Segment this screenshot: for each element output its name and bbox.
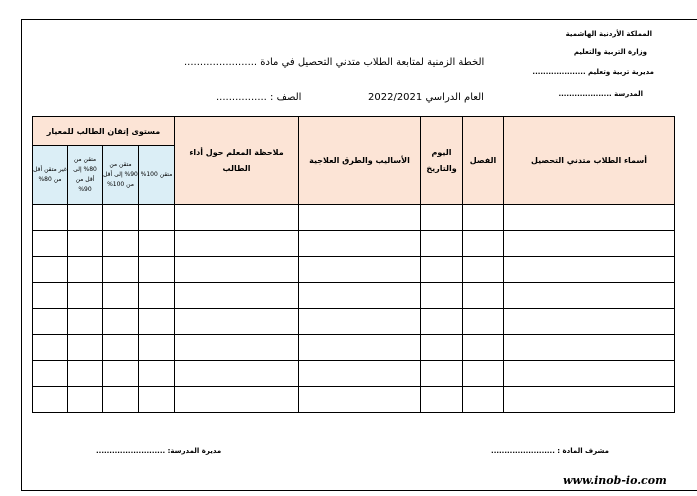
table-cell (421, 231, 463, 257)
table-cell (175, 361, 299, 387)
table-cell (504, 283, 675, 309)
directorate-label: مديرية تربية وتعليم .................... (532, 68, 654, 76)
table-cell (421, 257, 463, 283)
table-cell (68, 387, 103, 413)
table-cell (175, 231, 299, 257)
table-cell (504, 335, 675, 361)
academic-year: العام الدراسي 2022/2021 (368, 92, 484, 103)
table-cell (299, 361, 421, 387)
table-cell (68, 361, 103, 387)
table-cell (421, 361, 463, 387)
table-cell (299, 387, 421, 413)
table-cell (103, 205, 139, 231)
table-cell (103, 283, 139, 309)
supervisor-signature: مشرف المادة : ........................ (491, 447, 609, 455)
table-cell (103, 335, 139, 361)
table-cell (175, 283, 299, 309)
table-cell (463, 387, 504, 413)
table-row (33, 309, 675, 335)
table-cell (421, 309, 463, 335)
table-cell (139, 231, 175, 257)
table-cell (175, 387, 299, 413)
teacher-note-header: ملاحظة المعلم حول أداء الطالب (175, 117, 299, 205)
table-cell (33, 257, 68, 283)
methods-header: الأساليب والطرق العلاجية (299, 117, 421, 205)
students-table (32, 116, 675, 413)
table-cell (139, 283, 175, 309)
table-cell (463, 283, 504, 309)
table-cell (33, 335, 68, 361)
names-header: أسماء الطلاب متدني التحصيل (504, 117, 675, 205)
table-cell (299, 205, 421, 231)
grade-label: الصف : ................ (216, 92, 302, 103)
table-cell (463, 309, 504, 335)
table-cell (103, 257, 139, 283)
table-cell (103, 231, 139, 257)
table-cell (33, 205, 68, 231)
table-row (33, 257, 675, 283)
table-cell (504, 361, 675, 387)
table-cell (175, 257, 299, 283)
table-cell (299, 257, 421, 283)
table-row (33, 335, 675, 361)
table-cell (504, 205, 675, 231)
mastery-header: مستوى إتقان الطالب للمعيار (33, 117, 175, 146)
table-cell (299, 231, 421, 257)
table-row (33, 231, 675, 257)
table-cell (103, 361, 139, 387)
table-cell (463, 335, 504, 361)
table-cell (103, 309, 139, 335)
table-cell (504, 309, 675, 335)
kingdom-label: المملكة الأردنية الهاشمية (565, 30, 652, 38)
table-cell (504, 231, 675, 257)
table-row (33, 205, 675, 231)
table-cell (299, 309, 421, 335)
table-cell (421, 283, 463, 309)
table-cell (139, 205, 175, 231)
table-cell (68, 205, 103, 231)
table-row (33, 283, 675, 309)
level-80-90: متقن من 80% إلى أقل من 90% (68, 146, 103, 205)
table-cell (139, 335, 175, 361)
table-cell (175, 309, 299, 335)
table-cell (68, 231, 103, 257)
day-date-header: اليوم والتاريخ (421, 117, 463, 205)
table-cell (504, 387, 675, 413)
site-watermark: www.inob-io.com (563, 474, 667, 487)
table-cell (68, 309, 103, 335)
table-cell (68, 335, 103, 361)
table-cell (33, 231, 68, 257)
table-cell (33, 387, 68, 413)
table-cell (68, 257, 103, 283)
section-header: الفصل (463, 117, 504, 205)
table-cell (175, 335, 299, 361)
table-row (33, 387, 675, 413)
table-cell (139, 309, 175, 335)
table-cell (299, 283, 421, 309)
table-cell (504, 257, 675, 283)
table-cell (175, 205, 299, 231)
table-cell (463, 361, 504, 387)
level-100: متقن 100% (139, 146, 175, 205)
plan-title: الخطة الزمنية لمتابعة الطلاب متدني التحصيل في مادة ....................... (184, 57, 485, 68)
table-cell (139, 257, 175, 283)
ministry-label: وزارة التربية والتعليم (573, 48, 647, 56)
table-row (33, 361, 675, 387)
table-cell (68, 283, 103, 309)
level-90-100: متقن من 90% إلى أقل من 100% (103, 146, 139, 205)
table-cell (421, 387, 463, 413)
table-cell (139, 361, 175, 387)
table-cell (299, 335, 421, 361)
table-cell (139, 387, 175, 413)
table-cell (463, 231, 504, 257)
level-below-80: غير متقن أقل من 80% (33, 146, 68, 205)
table-cell (463, 205, 504, 231)
table-cell (33, 361, 68, 387)
table-cell (421, 205, 463, 231)
table-cell (463, 257, 504, 283)
table-cell (421, 335, 463, 361)
table-cell (33, 309, 68, 335)
school-label: المدرسة .................... (558, 90, 643, 98)
principal-signature: مديرة المدرسة: .......................... (96, 447, 222, 455)
table-cell (33, 283, 68, 309)
table-cell (103, 387, 139, 413)
